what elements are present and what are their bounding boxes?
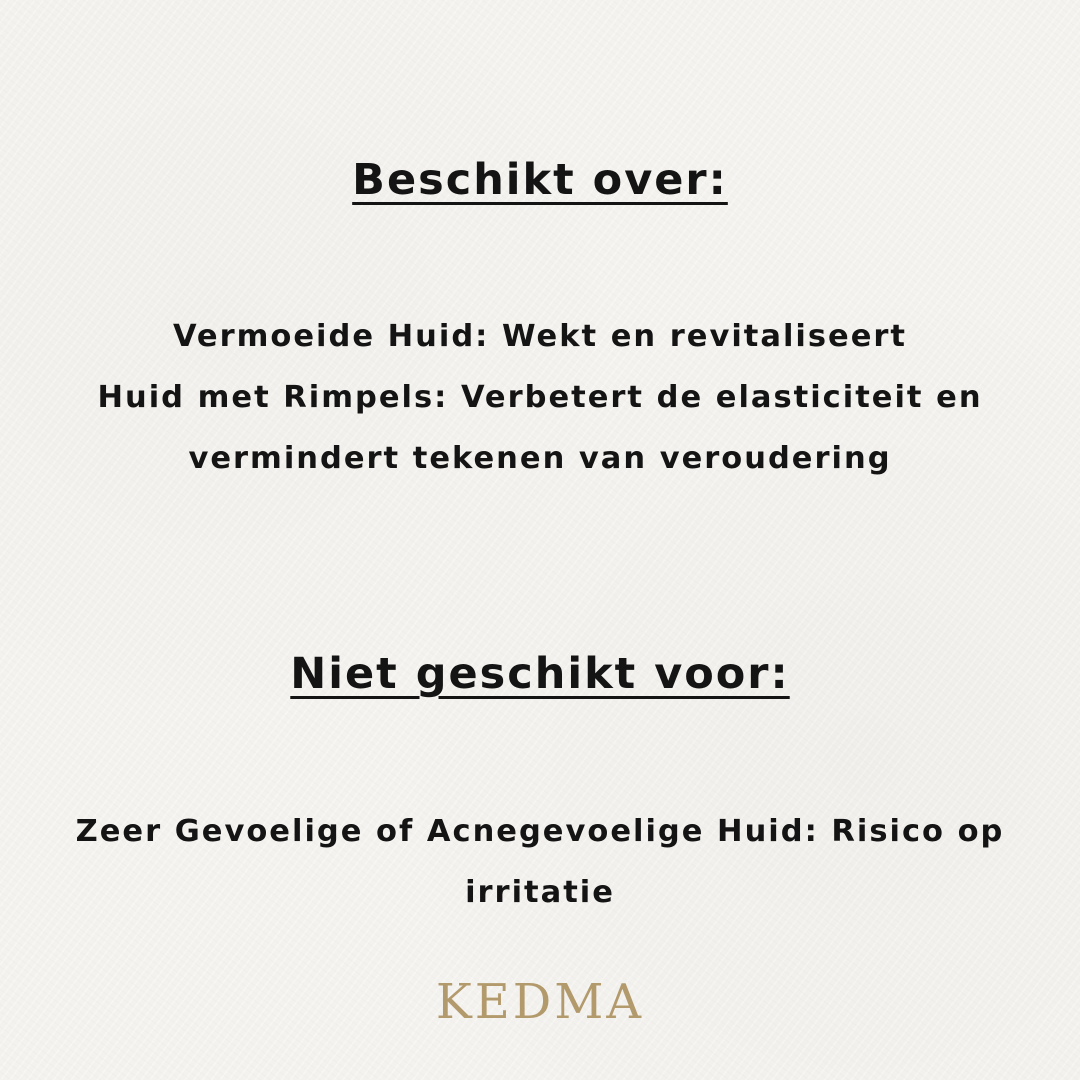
suitable-line: Huid met Rimpels: Verbetert de elasticiteit en (97, 380, 983, 415)
brand-logo: KEDMA (435, 974, 645, 1030)
not-suitable-line: Zeer Gevoelige of Acnegevoelige Huid: Risico op (75, 814, 1005, 849)
suitable-heading: Beschikt over: (352, 155, 728, 205)
suitable-line: vermindert tekenen van veroudering (188, 441, 892, 476)
not-suitable-list (0, 801, 1080, 923)
not-suitable-heading: Niet geschikt voor: (290, 649, 790, 699)
suitable-line: Vermoeide Huid: Wekt en revitaliseert (172, 319, 908, 354)
suitable-list (0, 306, 1080, 489)
not-suitable-line: irritatie (465, 875, 615, 910)
